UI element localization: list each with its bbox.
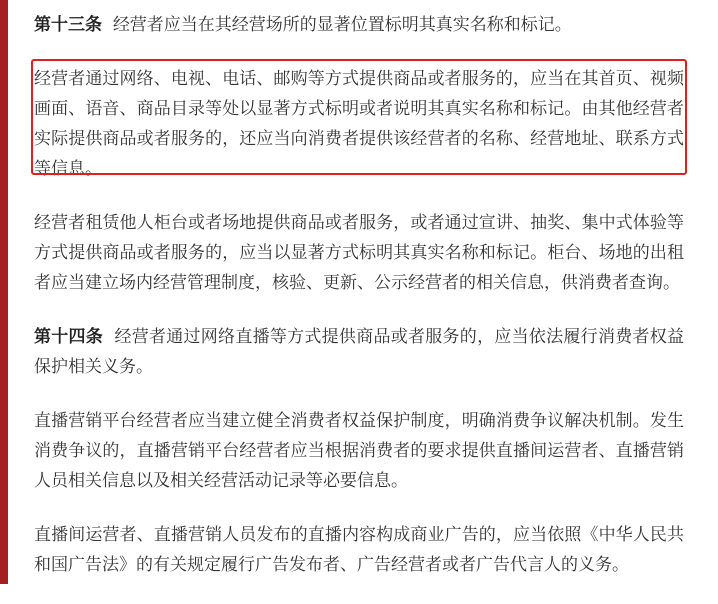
paragraph-article-13	[34, 10, 684, 40]
paragraph-text: 经营者通过网络、电视、电话、邮购等方式提供商品或者服务的，应当在其首页、视频画面、语音、商品目录等处以显著方式标明或者说明其真实名称和标记。由其他经营者实际提供商品或者服务的，还应当向消费者提供该经营者的名称、经营地址、联系方式等信息。	[34, 69, 684, 179]
left-accent-bar	[0, 0, 8, 584]
article-number: 第十三条	[34, 15, 102, 35]
paragraph-text: 经营者租赁他人柜台或者场地提供商品或者服务，或者通过宣讲、抽奖、集中式体验等方式提供商品或者服务的，应当以显著方式标明其真实名称和标记。柜台、场地的出租者应当建立场内经营管理制度，核验、更新、公示经营者的相关信息，供消费者查询。	[34, 213, 684, 293]
paragraph-text: 经营者通过网络直播等方式提供商品或者服务的，应当依法履行消费者权益保护相关义务。	[34, 327, 685, 377]
paragraph-advertising	[34, 520, 684, 580]
paragraph-rental-counter	[34, 208, 684, 298]
article-number: 第十四条	[34, 327, 104, 347]
highlight-box	[31, 59, 687, 175]
paragraph-text: 经营者应当在其经营场所的显著位置标明其真实名称和标记。	[112, 15, 572, 35]
paragraph-text: 直播间运营者、直播营销人员发布的直播内容构成商业广告的，应当依照《中华人民共和国广告法》的有关规定履行广告发布者、广告经营者或者广告代言人的义务。	[34, 525, 684, 575]
paragraph-live-platform	[34, 406, 684, 496]
paragraph-article-14	[34, 322, 684, 382]
paragraph-text: 直播营销平台经营者应当建立健全消费者权益保护制度，明确消费争议解决机制。发生消费争议的，直播营销平台经营者应当根据消费者的要求提供直播间运营者、直播营销人员相关信息以及相关经营活动记录等必要信息。	[34, 411, 684, 491]
